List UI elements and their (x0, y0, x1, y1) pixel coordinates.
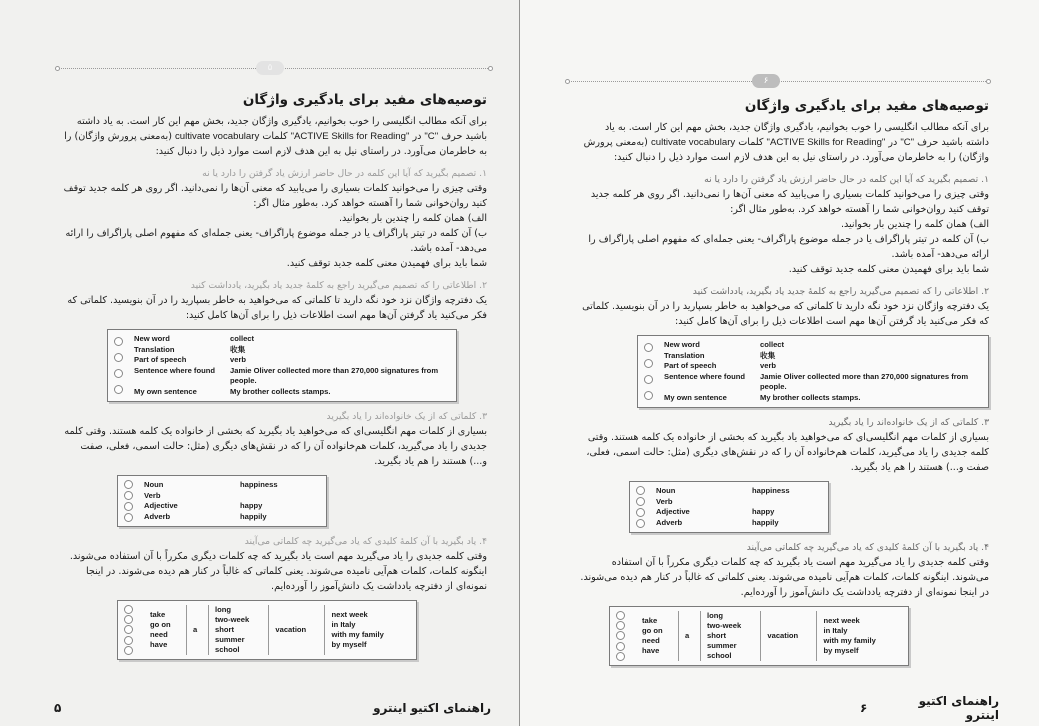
tip-1-text: وقتی چیزی را می‌خوانید کلمات بسیاری را می‌یابید که معنی آن‌ها را نمی‌دانید. اگر روی هر کلمه جدید توقف کنید روان‌خوانی شما را آهسته خواهد کرد. به‌طور مثال اگر: (63, 183, 487, 209)
tip-1-heading: ۱. تصمیم بگیرید که آیا این کلمه در حال حاضر ارزش یاد گرفتن را دارد یا نه (704, 174, 989, 185)
tip-1-item-a: الف) همان کلمه را چندین بار بخوانید. (840, 219, 989, 230)
vocab-notecard: New word collect Translation 收集 Part of speech verb Sentence where found Jamie Oliver collected more than 270,000 signatures from people. My own sentence My brother collects stamps. (107, 329, 457, 402)
tip-2-text: یک دفترچه واژگان نزد خود نگه دارید تا کلماتی که می‌خواهید به خاطر بسپارید را در آن بنویسید. کلماتی که فکر می‌کنید یاد گرفتن آن‌ها مهم است اطلاعات ذیل را برای آن‌ها کامل کنید: (67, 295, 487, 321)
page-number: ۵ (54, 701, 62, 715)
tip-1-item-b: ب) آن کلمه در تیتر پاراگراف یا در جمله موضوع پاراگراف- یعنی جمله‌ای که مفهوم اصلی پاراگراف را ارائه می‌دهد- آمده باشد. (588, 234, 989, 260)
book-name: راهنمای اکتیو اینترو (918, 694, 999, 722)
intro-paragraph: برای آنکه مطالب انگلیسی را خوب بخوانیم، یادگیری واژگان جدید، بخش مهم این کار است. به یاد داشته باشید حرف "C" در "ACTIVE Skills for Reading" کلمات cultivate vocabulary (به‌معنی پرورش واژگان) را به خاطرمان می‌آورد. در راستای نیل به این هدف لازم است موارد ذیل را دنبال کنید: (583, 122, 989, 163)
intro-paragraph: برای آنکه مطالب انگلیسی را خوب بخوانیم، یادگیری واژگان جدید، بخش مهم این کار است. به یاد داشته باشید حرف "C" در "ACTIVE Skills for Reading" کلمات cultivate vocabulary (به‌معنی پرورش واژگان) را به خاطرمان می‌آورد. در راستای نیل به این هدف لازم است موارد ذیل را دنبال کنید: (64, 116, 487, 157)
tip-1-heading: ۱. تصمیم بگیرید که آیا این کلمه در حال حاضر ارزش یاد گرفتن را دارد یا نه (202, 168, 487, 179)
right-content (580, 98, 989, 670)
tip-2-heading: ۲. اطلاعاتی را که تصمیم می‌گیرید راجع به کلمهٔ جدید یاد بگیرید، یادداشت کنید (190, 280, 487, 291)
tip-3-heading: ۳. کلماتی که از یک خانواده‌اند را یاد بگیرید (326, 411, 487, 422)
tip-3-text: بسیاری از کلمات مهم انگلیسی‌ای که می‌خواهید یاد بگیرید که بخشی از خانواده یک کلمه هستند. وقتی کلمه جدیدی را یاد می‌گیرید، کلمات هم‌خانواده آن را که در نقش‌های دیگری (مثل: حالت اسمی، فعلی، صفت و...) هستند را هم یاد بگیرید. (64, 426, 487, 467)
left-page (0, 0, 519, 726)
book-name: راهنمای اکتیو اینترو (373, 701, 491, 715)
page-footer (860, 694, 999, 722)
tip-1-conclusion: شما باید برای فهمیدن معنی کلمه جدید توقف کنید. (286, 258, 487, 269)
tip-4-heading: ۴. یاد بگیرید با آن کلمهٔ کلیدی که یاد می‌گیرید چه کلماتی می‌آیند (244, 536, 487, 547)
vocab-notecard: New word collect Translation 收集 Part of speech verb Sentence where found Jamie Oliver collected more than 270,000 signatures from people. My own sentence My brother collects stamps. (637, 335, 989, 408)
page-badge: ۶ (752, 74, 780, 88)
collocation-table: take go on need have a long two-week short summer school vacation next week in Italy with my family by myself (144, 605, 408, 655)
tip-1-text: وقتی چیزی را می‌خوانید کلمات بسیاری را می‌یابید که معنی آن‌ها را نمی‌دانید. اگر روی هر کلمه جدید توقف کنید روان‌خوانی شما را آهسته خواهد کرد. به‌طور مثال اگر: (590, 189, 989, 215)
tip-4-text: وقتی کلمه جدیدی را یاد می‌گیرید مهم است یاد بگیرید که چه کلمات دیگری مکرراً با آن استفاده می‌شوند. اینگونه کلمات، کلمات هم‌آیی نامیده می‌شوند. یعنی کلماتی که غالباً در کنار هم دیده می‌شوند. در اینجا نمونه‌ای از دفترچه یادداشت یک دانش‌آموز را آورده‌ایم. (69, 551, 487, 592)
tip-1-item-b: ب) آن کلمه در تیتر پاراگراف یا در جمله موضوع پاراگراف- یعنی جمله‌ای که مفهوم اصلی پاراگراف را ارائه می‌دهد- آمده باشد. (65, 228, 487, 254)
left-content (60, 92, 487, 664)
tip-1-conclusion: شما باید برای فهمیدن معنی کلمه جدید توقف کنید. (788, 264, 989, 275)
tip-2-text: یک دفترچه واژگان نزد خود نگه دارید تا کلماتی که می‌خواهید به خاطر بسپارید را در آن بنویسید. کلماتی که فکر می‌کنید یاد گرفتن آن‌ها مهم است اطلاعات ذیل را برای آن‌ها کامل کنید: (582, 301, 989, 327)
collocation-table: take go on need have a long two-week short summer school vacation next week in Italy with my family by myself (636, 611, 900, 661)
collocation-notecard (117, 600, 417, 660)
tip-2-heading: ۲. اطلاعاتی را که تصمیم می‌گیرید راجع به کلمهٔ جدید یاد بگیرید، یادداشت کنید (692, 286, 989, 297)
tip-3-heading: ۳. کلماتی که از یک خانواده‌اند را یاد بگیرید (828, 417, 989, 428)
tip-4-heading: ۴. یاد بگیرید با آن کلمهٔ کلیدی که یاد می‌گیرید چه کلماتی می‌آیند (746, 542, 989, 553)
tip-4-text: وقتی کلمه جدیدی را یاد می‌گیرید مهم است یاد بگیرید که چه کلمات دیگری مکرراً با آن استفاده می‌شوند. اینگونه کلمات، کلمات هم‌آیی نامیده می‌شوند. یعنی کلماتی که غالباً در کنار هم دیده می‌شوند. در اینجا نمونه‌ای از دفترچه یادداشت یک دانش‌آموز را آورده‌ایم. (580, 557, 989, 598)
page-badge: ۵ (256, 61, 284, 75)
word-family-notecard: Noun happiness Verb Adjective happy Adverb happily (117, 475, 327, 527)
tip-1-item-a: الف) همان کلمه را چندین بار بخوانید. (338, 213, 487, 224)
section-title: توصیه‌های مفید برای یادگیری واژگان (744, 98, 989, 114)
tip-3-text: بسیاری از کلمات مهم انگلیسی‌ای که می‌خواهید یاد بگیرید که بخشی از خانواده یک کلمه هستند. وقتی کلمه جدیدی را یاد می‌گیرید، کلمات هم‌خانواده آن را که در نقش‌های دیگری (مثل: حالت اسمی، فعلی، صفت و...) هستند را هم یاد بگیرید. (586, 432, 989, 473)
right-page (520, 0, 1039, 726)
word-family-notecard: Noun happiness Verb Adjective happy Adverb happily (629, 481, 829, 533)
collocation-notecard (609, 606, 909, 666)
section-title: توصیه‌های مفید برای یادگیری واژگان (242, 92, 487, 108)
page-number: ۶ (860, 701, 868, 715)
page-footer (54, 698, 491, 718)
